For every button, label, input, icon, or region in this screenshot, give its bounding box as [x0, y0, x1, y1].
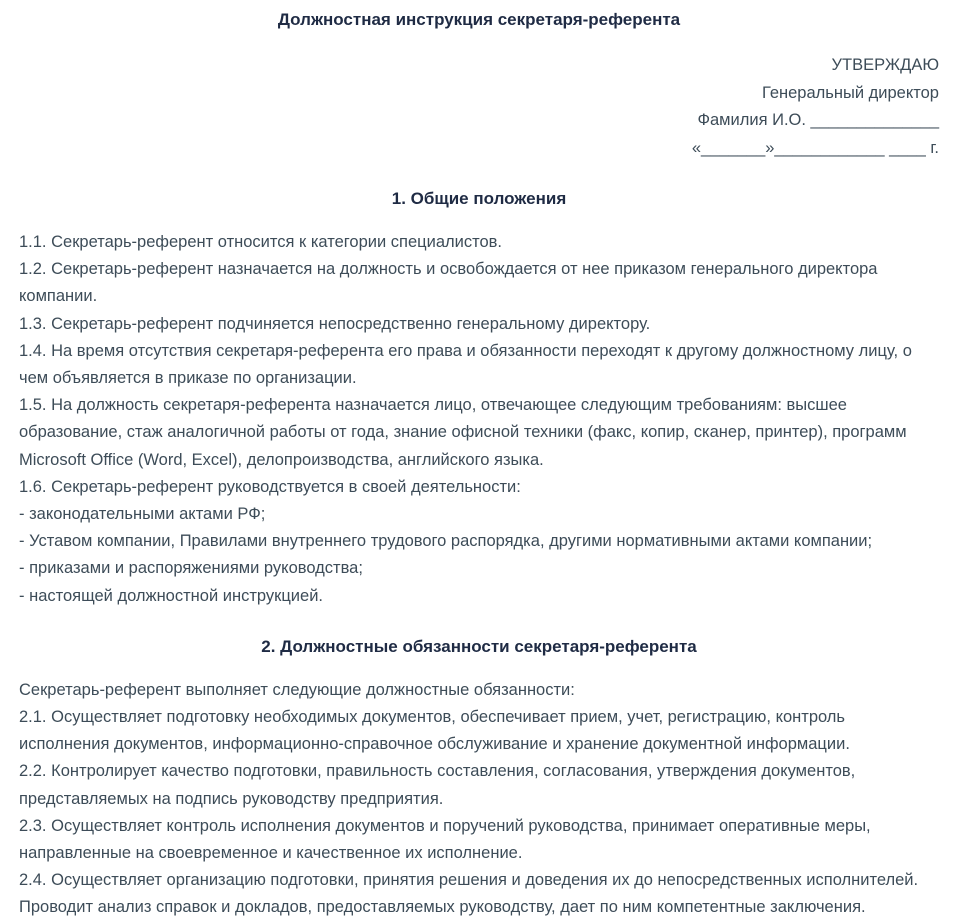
- approval-line-position: Генеральный директор: [762, 83, 939, 102]
- paragraph-2-3: 2.3. Осуществляет контроль исполнения документов и поручений руководства, принимает оперативные меры, направленные на своевременное и качественное их исполнение.: [19, 816, 871, 863]
- approval-line-approve: УТВЕРЖДАЮ: [831, 56, 939, 74]
- paragraph-1-5: 1.5. На должность секретаря-референта назначается лицо, отвечающее следующим требованиям: высшее образование, стаж аналогичной работы от года, знание офисной техники (факс, копир, сканер, принтер), программ Microsoft Office (Word, Excel), делопроизводства, английского языка.: [19, 396, 907, 469]
- list-item-instruction: - настоящей должностной инструкцией.: [19, 586, 324, 605]
- paragraph-1-4: 1.4. На время отсутствия секретаря-референта его права и обязанности переходят к другому должностному лицу, о чем объявляется в приказе по организации.: [19, 341, 912, 388]
- paragraph-2-2: 2.2. Контролирует качество подготовки, правильность составления, согласования, утверждения документов, представляемых на подпись руководству предприятия.: [19, 762, 856, 808]
- approval-line-date-blank: «_______»____________ ____ г.: [691, 138, 939, 157]
- list-item-laws: - законодательными актами РФ;: [19, 505, 266, 524]
- section-heading-duties: 2. Должностные обязанности секретаря-референта: [261, 636, 697, 656]
- paragraph-2-1: 2.1. Осуществляет подготовку необходимых документов, обеспечивает прием, учет, регистрацию, контроль исполнения документов, информационно-справочное обслуживание и хранение документной информации.: [19, 708, 850, 754]
- page-title: Должностная инструкция секретаря-референта: [277, 10, 681, 29]
- approval-line-name-blank: Фамилия И.О. ______________: [697, 111, 939, 129]
- paragraph-2-intro: Секретарь-референт выполняет следующие должностные обязанности:: [19, 680, 575, 699]
- paragraph-1-2: 1.2. Секретарь-референт назначается на должность и освобождается от нее приказом генерального директора компании.: [19, 260, 878, 306]
- paragraph-1-3: 1.3. Секретарь-референт подчиняется непосредственно генеральному директору.: [19, 314, 651, 333]
- approval-block: [19, 52, 939, 162]
- list-item-charter: - Уставом компании, Правилами внутреннего трудового распорядка, другими нормативными актами компании;: [19, 532, 873, 551]
- paragraph-1-6: 1.6. Секретарь-референт руководствуется в своей деятельности:: [19, 477, 521, 496]
- list-item-orders: - приказами и распоряжениями руководства;: [19, 559, 363, 578]
- paragraph-2-4: 2.4. Осуществляет организацию подготовки, принятия решения и доведения их до непосредственных исполнителей. Проводит анализ справок и докладов, предоставляемых руководству, дает по ним компетентные заключения.: [19, 871, 919, 917]
- paragraph-1-1: 1.1. Секретарь-референт относится к категории специалистов.: [19, 233, 502, 251]
- section-heading-general: 1. Общие положения: [391, 189, 567, 208]
